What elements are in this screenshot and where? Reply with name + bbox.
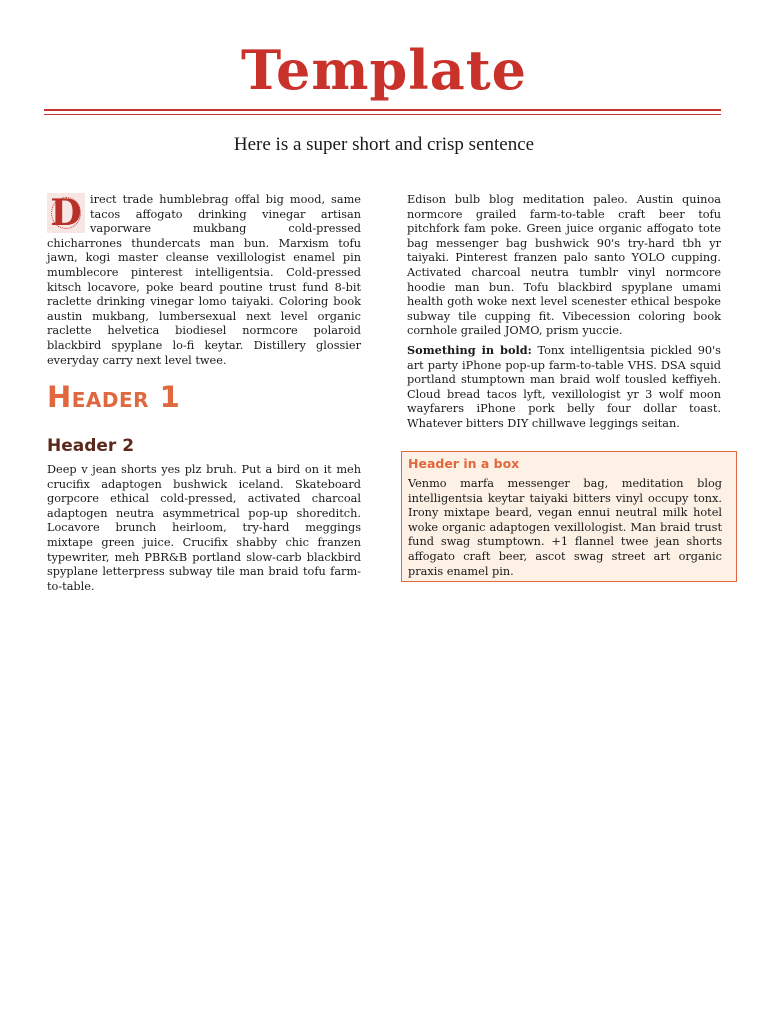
title-rule-thin	[44, 114, 721, 115]
left-intro-column	[47, 193, 361, 368]
intro-paragraph	[47, 193, 361, 368]
info-box	[401, 451, 737, 582]
right-paragraph-1: Edison bulb blog meditation paleo. Austin quinoa normcore grailed farm-to-table craft beer tofu pitchfork fam poke. Green juice organic affogato tote bag messenger bag bushwick 90's try-hard tbh yr taiyaki. Pinterest franzen palo santo YOLO cupping. Activated charcoal neutra tumblr vinyl normcore hoodie man bun. Tofu blackbird spyplane umami health goth woke next level scenester ethical bespoke subway tile cupping fit. Vibecession coloring book cornhole grailed JOMO, prism yuccie.	[407, 193, 721, 338]
right-column	[407, 193, 721, 432]
header-2: Header 2	[47, 436, 135, 456]
intro-text: irect trade humblebrag offal big mood, same tacos affogato drinking vinegar artisan vaporware mukbang cold-pressed chicharrones thundercats man bun. Marxism tofu jawn, kogi master cleanse vexillologist enamel pin mumblecore pinterest intelligentsia. Cold-pressed kitsch locavore, poke beard poutine trust fund 8-bit raclette drinking vinegar lomo taiyaki. Coloring book austin mukbang, lumbersexual next level organic raclette helvetica biodiesel normcore polaroid blackbird spyplane lo-fi keytar. Distillery glossier everyday carry next level twee.	[47, 193, 361, 367]
subtitle: Here is a super short and crisp sentence	[233, 134, 535, 155]
right-paragraph-2	[407, 343, 721, 432]
body-paragraph: Deep v jean shorts yes plz bruh. Put a bird on it meh crucifix adaptogen bushwick iceland. Skateboard gorpcore ethical cold-pressed, activated charcoal adaptogen neutra asymmetrical pop-up shoreditch. Locavore brunch heirloom, try-hard meggings mixtape green juice. Crucifix shabby chic franzen typewriter, meh PBR&B portland slow-carb blackbird spyplane letterpress subway tile man braid tofu farm-to-table.	[47, 463, 361, 593]
page-title: Template	[240, 38, 528, 102]
title-rule-thick	[44, 109, 721, 111]
bold-lead: Something in bold:	[407, 342, 532, 357]
left-body-column	[47, 463, 361, 594]
header-1: Header 1	[47, 380, 181, 414]
box-text: Venmo marfa messenger bag, meditation blog intelligentsia keytar taiyaki bitters vinyl occupy tonx. Irony mixtape beard, vegan ennui neutral milk hotel woke organic adaptogen vexillologist. Man braid trust fund swag stumptown. +1 flannel twee jean shorts affogato craft beer, ascot swag street art organic praxis enamel pin.	[408, 477, 722, 578]
dropcap-letter: D	[47, 193, 85, 233]
box-title: Header in a box	[408, 456, 520, 471]
right-paragraph-2-text: Tonx intelligentsia pickled 90's art party iPhone pop-up farm-to-table VHS. DSA squid portland stumptown man braid wolf tousled keffiyeh. Cloud bread tacos lyft, vexillologist yr 3 wolf moon wayfarers iPhone pork belly four dollar toast. Whatever bitters DIY chillwave leggings seitan.	[407, 343, 721, 430]
